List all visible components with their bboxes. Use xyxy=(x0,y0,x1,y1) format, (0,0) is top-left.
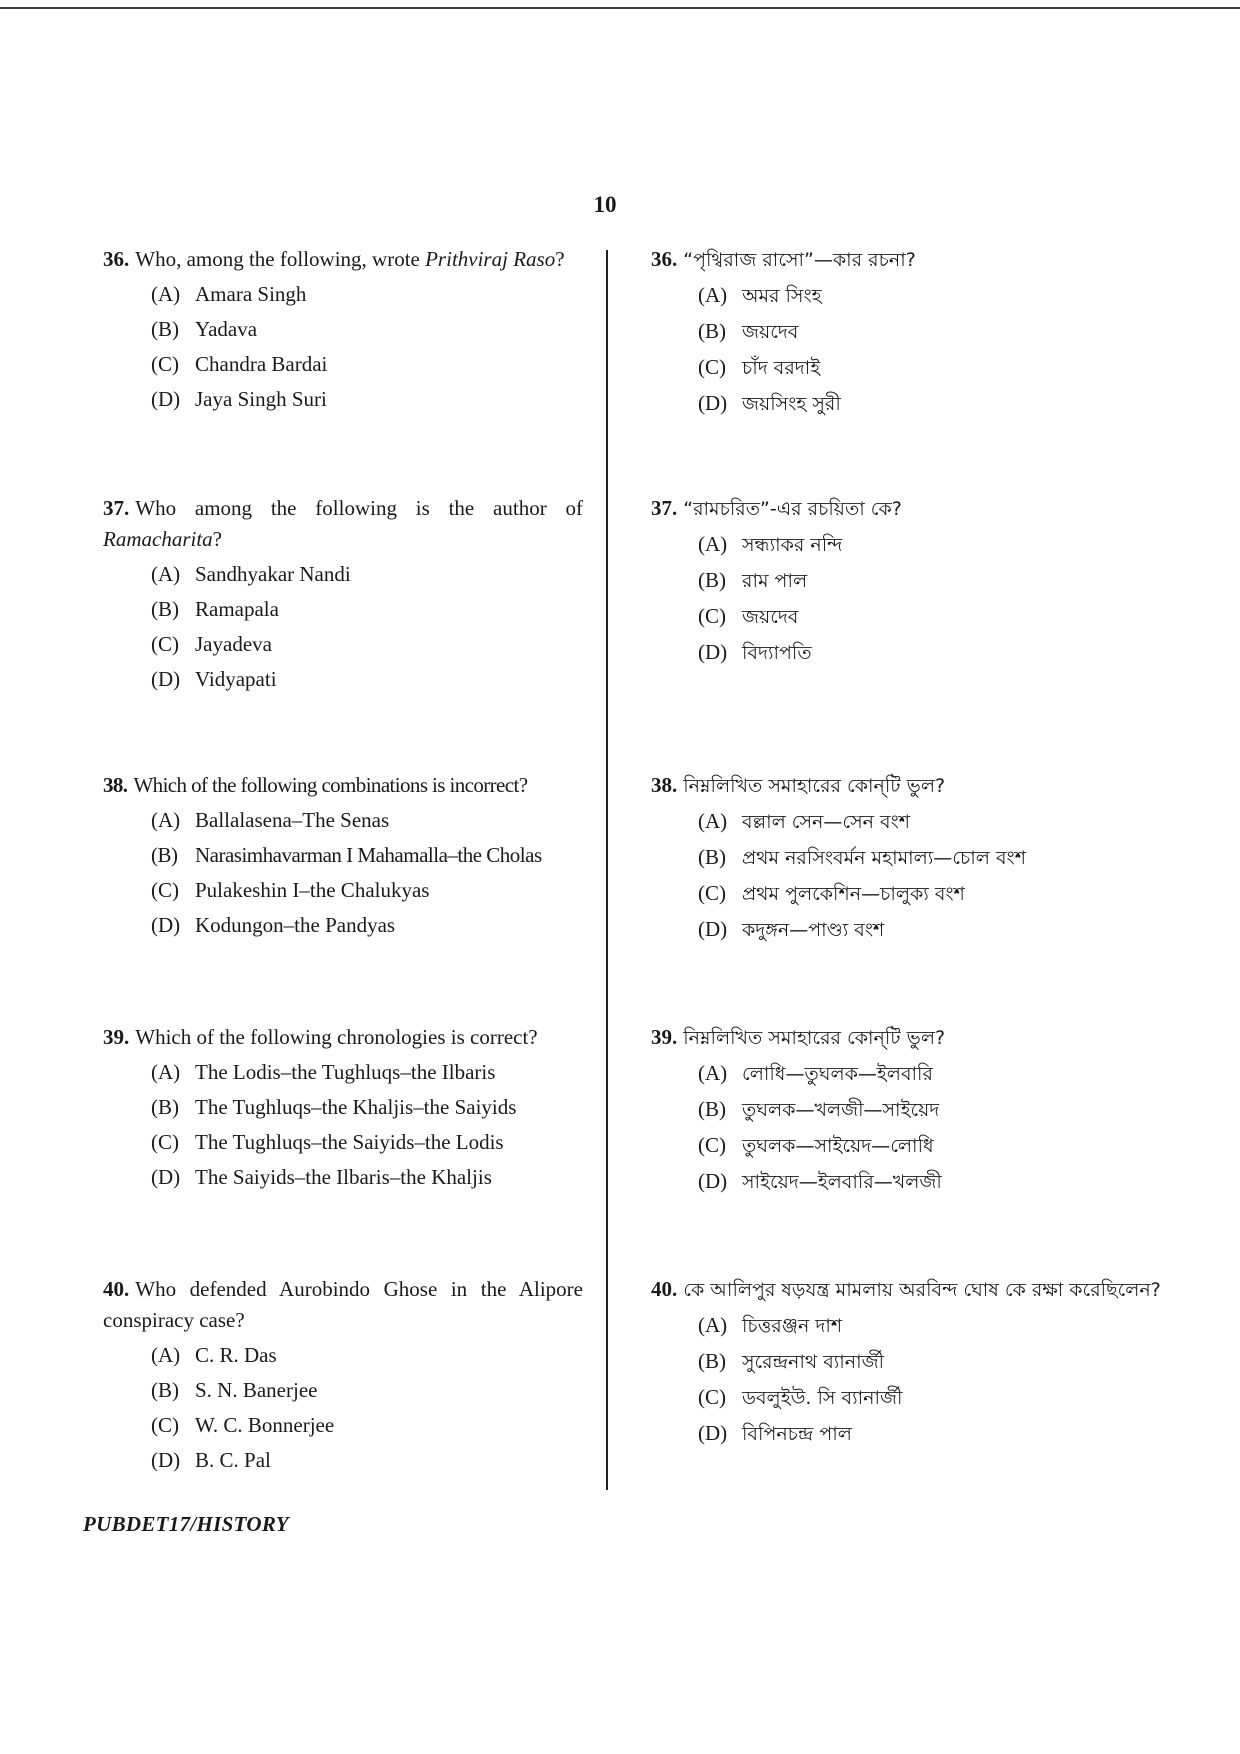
option-b xyxy=(83,592,583,627)
option-letter: (B) xyxy=(698,568,726,592)
question-text: Which of the following combinations is incorrect? xyxy=(133,773,528,797)
option-text: The Lodis–the Tughluqs–the Ilbaris xyxy=(195,1060,496,1084)
option-text: প্রথম পুলকেশিন—চালুক্য বংশ xyxy=(742,883,965,905)
option-a xyxy=(83,1338,583,1373)
option-letter: (B) xyxy=(151,1095,179,1119)
option-text: Amara Singh xyxy=(195,282,307,306)
option-text: লোধি—তুঘলক—ইলবারি xyxy=(742,1063,933,1085)
option-text: The Tughluqs–the Khaljis–the Saiyids xyxy=(195,1095,517,1119)
option-letter: (B) xyxy=(698,319,726,343)
question-title-italic: Ramacharita xyxy=(103,527,213,551)
question-stem xyxy=(651,1274,1161,1306)
question-text: Who, among the following, wrote xyxy=(135,247,426,271)
question-37-en xyxy=(83,493,583,697)
option-letter: (D) xyxy=(151,667,181,691)
option-b xyxy=(83,1373,583,1408)
option-text: বিপিনচন্দ্র পাল xyxy=(742,1423,852,1445)
question-stem xyxy=(83,1022,583,1053)
option-text: চিত্তরঞ্জন দাশ xyxy=(742,1315,843,1337)
option-text: The Tughluqs–the Saiyids–the Lodis xyxy=(195,1130,504,1154)
option-text: ডবলুইউ. সি ব্যানার্জী xyxy=(742,1387,903,1409)
option-letter: (B) xyxy=(151,317,179,341)
option-letter: (C) xyxy=(151,1130,179,1154)
option-text: সুরেন্দ্রনাথ ব্যানার্জী xyxy=(742,1351,885,1373)
option-b xyxy=(651,1092,1161,1128)
option-letter: (C) xyxy=(151,632,179,656)
option-list xyxy=(83,1055,583,1195)
option-text: রাম পাল xyxy=(742,570,808,592)
question-40-en xyxy=(83,1274,583,1478)
option-list xyxy=(83,277,583,417)
option-letter: (B) xyxy=(698,845,726,869)
option-list xyxy=(83,803,583,943)
option-letter: (D) xyxy=(151,1448,181,1472)
option-b xyxy=(83,1090,583,1125)
option-letter: (C) xyxy=(151,878,179,902)
question-number: 38. xyxy=(103,773,128,797)
option-text: Sandhyakar Nandi xyxy=(195,562,351,586)
option-text: Narasimhavarman I Mahamalla–the Cholas xyxy=(195,843,542,867)
option-text: বল্লাল সেন—সেন বংশ xyxy=(742,811,911,833)
question-number: 40. xyxy=(103,1277,130,1301)
option-d xyxy=(651,386,1161,422)
option-letter: (A) xyxy=(151,1343,181,1367)
option-letter: (D) xyxy=(151,387,181,411)
option-letter: (C) xyxy=(698,881,726,905)
option-letter: (C) xyxy=(698,355,726,379)
option-a xyxy=(83,803,583,838)
option-letter: (B) xyxy=(698,1349,726,1373)
option-b xyxy=(651,314,1161,350)
option-c xyxy=(651,1380,1161,1416)
option-letter: (D) xyxy=(698,1169,728,1193)
question-40-bn xyxy=(651,1274,1161,1452)
option-c xyxy=(83,1408,583,1443)
question-stem xyxy=(83,493,583,555)
option-letter: (D) xyxy=(698,640,728,664)
question-stem xyxy=(83,244,583,275)
option-text: জয়দেব xyxy=(742,606,799,628)
option-d xyxy=(651,635,1161,671)
option-b xyxy=(651,563,1161,599)
option-d xyxy=(651,1416,1161,1452)
option-letter: (A) xyxy=(151,282,181,306)
option-text: সন্ধ্যাকর নন্দি xyxy=(742,534,843,556)
option-letter: (D) xyxy=(698,917,728,941)
option-c xyxy=(651,876,1161,912)
question-text: Who defended Aurobindo Ghose in the Alipore conspiracy case? xyxy=(103,1277,583,1332)
option-list xyxy=(651,527,1161,671)
question-text: “পৃথ্বিরাজ রাসো”—কার রচনা? xyxy=(683,249,916,271)
option-text: Chandra Bardai xyxy=(195,352,328,376)
option-text: C. R. Das xyxy=(195,1343,277,1367)
question-text: Which of the following chronologies is correct? xyxy=(135,1025,538,1049)
option-list xyxy=(651,804,1161,948)
option-a xyxy=(83,1055,583,1090)
option-b xyxy=(83,312,583,347)
option-a xyxy=(651,527,1161,563)
option-text: Kodungon–the Pandyas xyxy=(195,913,396,937)
question-36-bn xyxy=(651,244,1161,422)
question-stem xyxy=(651,1022,1161,1054)
option-text: সাইয়েদ—ইলবারি—খলজী xyxy=(742,1171,942,1193)
option-d xyxy=(83,1160,583,1195)
question-stem xyxy=(651,493,1161,525)
option-letter: (C) xyxy=(151,352,179,376)
option-list xyxy=(83,557,583,697)
option-b xyxy=(651,1344,1161,1380)
option-list xyxy=(651,278,1161,422)
question-stem xyxy=(651,244,1161,276)
option-c xyxy=(83,873,583,908)
option-text: Yadava xyxy=(195,317,258,341)
question-number: 40. xyxy=(651,1277,678,1301)
question-mark: ? xyxy=(212,527,222,551)
option-letter: (D) xyxy=(698,391,728,415)
question-39-bn xyxy=(651,1022,1161,1200)
question-text: নিম্নলিখিত সমাহারের কোন্‌টি ভুল? xyxy=(683,1027,946,1049)
question-text: Who among the following is the author of xyxy=(135,496,583,520)
option-a xyxy=(651,1308,1161,1344)
option-letter: (D) xyxy=(151,1165,181,1189)
option-letter: (B) xyxy=(151,843,178,867)
option-d xyxy=(651,1164,1161,1200)
page-number: 10 xyxy=(593,192,617,217)
option-letter: (D) xyxy=(698,1421,728,1445)
column-divider xyxy=(606,250,608,1490)
option-list xyxy=(651,1056,1161,1200)
question-mark: ? xyxy=(555,247,565,271)
option-c xyxy=(651,1128,1161,1164)
option-a xyxy=(83,557,583,592)
option-c xyxy=(651,599,1161,635)
option-letter: (A) xyxy=(698,809,728,833)
option-text: Vidyapati xyxy=(195,667,277,691)
option-text: কদুঙ্গন—পাণ্ড্য বংশ xyxy=(742,919,885,941)
option-c xyxy=(651,350,1161,386)
option-letter: (C) xyxy=(698,604,726,628)
question-number: 37. xyxy=(103,496,130,520)
question-title-italic: Prithviraj Raso xyxy=(425,247,556,271)
option-list xyxy=(651,1308,1161,1452)
question-number: 36. xyxy=(103,247,130,271)
option-d xyxy=(83,382,583,417)
footer-paper-code: PUBDET17/HISTORY xyxy=(83,1512,289,1536)
option-text: বিদ্যাপতি xyxy=(742,642,812,664)
option-text: জয়দেব xyxy=(742,321,799,343)
option-text: তুঘলক—খলজী—সাইয়েদ xyxy=(742,1099,940,1121)
option-d xyxy=(83,908,583,943)
option-letter: (A) xyxy=(698,1313,728,1337)
question-text: কে আলিপুর ষড়যন্ত্র মামলায় অরবিন্দ ঘোষ কে রক্ষা করেছিলেন? xyxy=(683,1279,1161,1301)
question-38-bn xyxy=(651,770,1161,948)
option-letter: (A) xyxy=(151,562,181,586)
question-38-en xyxy=(83,770,583,943)
option-letter: (B) xyxy=(698,1097,726,1121)
option-letter: (A) xyxy=(698,532,728,556)
question-39-en xyxy=(83,1022,583,1195)
option-text: W. C. Bonnerjee xyxy=(195,1413,335,1437)
option-text: জয়সিংহ সুরী xyxy=(742,393,841,415)
option-list xyxy=(83,1338,583,1478)
question-stem xyxy=(83,1274,583,1336)
option-letter: (A) xyxy=(151,1060,181,1084)
option-letter: (A) xyxy=(151,808,181,832)
option-c xyxy=(83,627,583,662)
option-text: Jaya Singh Suri xyxy=(195,387,327,411)
question-text: নিম্নলিখিত সমাহারের কোন্‌টি ভুল? xyxy=(683,775,946,797)
question-36-en xyxy=(83,244,583,417)
option-text: Jayadeva xyxy=(195,632,272,656)
option-text: S. N. Banerjee xyxy=(195,1378,318,1402)
question-stem xyxy=(651,770,1161,802)
option-b xyxy=(83,838,583,873)
option-letter: (A) xyxy=(698,283,728,307)
option-letter: (A) xyxy=(698,1061,728,1085)
question-number: 39. xyxy=(651,1025,678,1049)
question-number: 37. xyxy=(651,496,678,520)
question-text: “রামচরিত”-এর রচয়িতা কে? xyxy=(683,498,902,520)
option-b xyxy=(651,840,1161,876)
question-stem xyxy=(83,770,583,801)
option-c xyxy=(83,347,583,382)
option-letter: (C) xyxy=(698,1385,726,1409)
option-letter: (C) xyxy=(151,1413,179,1437)
option-letter: (B) xyxy=(151,597,179,621)
option-text: Ballalasena–The Senas xyxy=(195,808,390,832)
option-letter: (B) xyxy=(151,1378,179,1402)
option-text: চাঁদ বরদাই xyxy=(742,357,821,379)
option-a xyxy=(83,277,583,312)
option-text: তুঘলক—সাইয়েদ—লোধি xyxy=(742,1135,934,1157)
option-text: প্রথম নরসিংবর্মন মহামাল্য—চোল বংশ xyxy=(742,847,1026,869)
option-text: B. C. Pal xyxy=(195,1448,271,1472)
option-text: Pulakeshin I–the Chalukyas xyxy=(195,878,430,902)
option-letter: (C) xyxy=(698,1133,726,1157)
option-text: The Saiyids–the Ilbaris–the Khaljis xyxy=(195,1165,492,1189)
top-rule xyxy=(0,7,1240,9)
option-a xyxy=(651,1056,1161,1092)
question-number: 39. xyxy=(103,1025,130,1049)
option-c xyxy=(83,1125,583,1160)
option-text: Ramapala xyxy=(195,597,279,621)
option-a xyxy=(651,278,1161,314)
question-37-bn xyxy=(651,493,1161,671)
option-d xyxy=(83,662,583,697)
option-text: অমর সিংহ xyxy=(742,285,822,307)
option-a xyxy=(651,804,1161,840)
option-d xyxy=(83,1443,583,1478)
question-number: 36. xyxy=(651,247,678,271)
option-letter: (D) xyxy=(151,913,181,937)
option-d xyxy=(651,912,1161,948)
question-number: 38. xyxy=(651,773,678,797)
